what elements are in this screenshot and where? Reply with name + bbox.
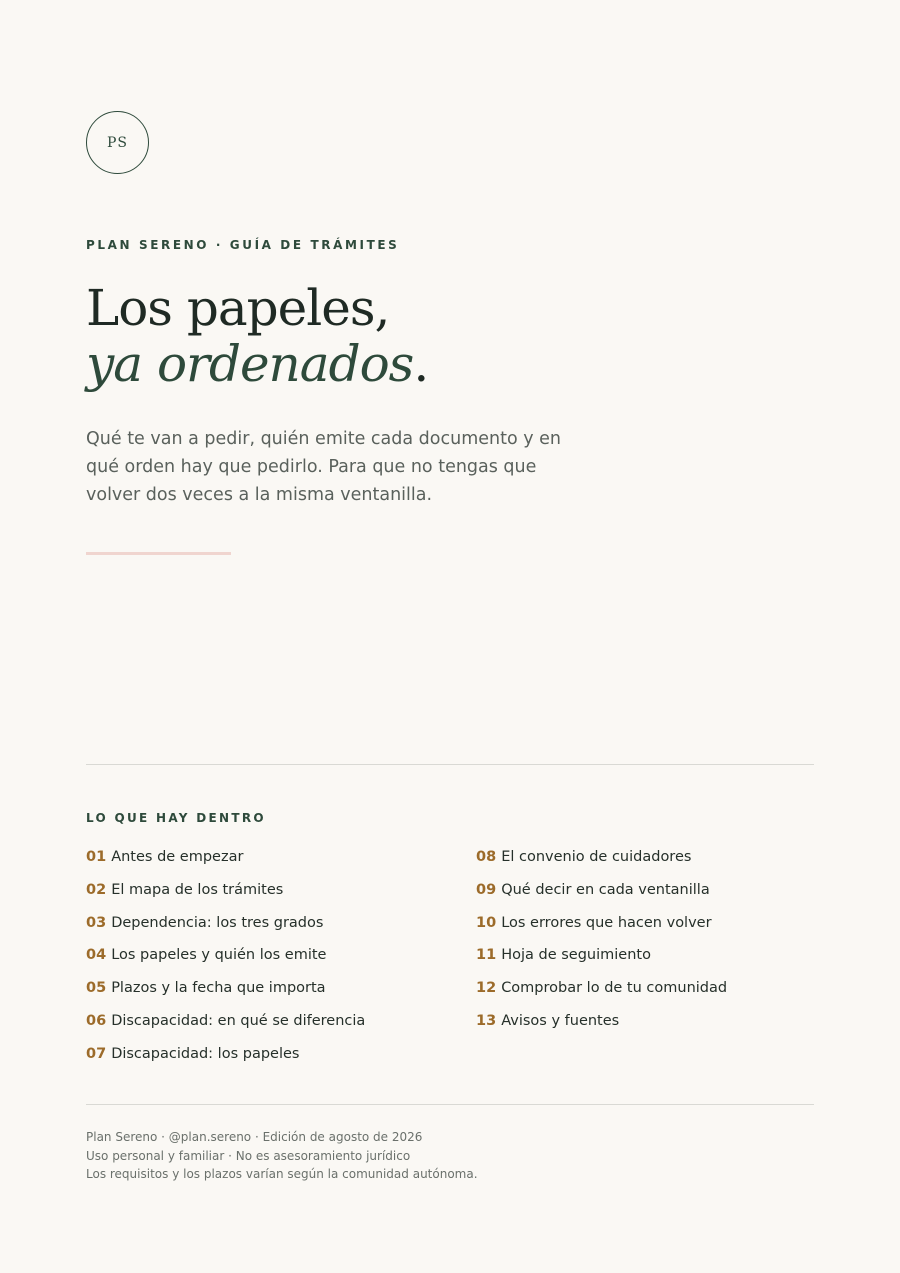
toc-label: Avisos y fuentes (501, 1012, 620, 1029)
toc-item (476, 1010, 727, 1043)
page-title (86, 280, 428, 392)
divider-top (86, 764, 814, 765)
toc-left-column (86, 846, 365, 1076)
toc-label: Comprobar lo de tu comunidad (501, 980, 728, 997)
toc-label: Qué decir en cada ventanilla (501, 881, 710, 898)
toc-label: Dependencia: los tres grados (111, 914, 324, 931)
toc-number: 05 (86, 980, 107, 997)
title-line-2 (86, 336, 428, 392)
toc-item (476, 944, 727, 977)
toc-item (476, 977, 727, 1010)
toc-number: 06 (86, 1012, 107, 1029)
footer-line: Plan Sereno · @plan.sereno · Edición de agosto de 2026 (86, 1130, 423, 1144)
toc-number: 08 (476, 849, 497, 865)
toc-heading: LO QUE HAY DENTRO (86, 811, 266, 825)
title-line-1: Los papeles, (86, 279, 390, 337)
footer-line: Los requisitos y los plazos varían según la comunidad autónoma. (86, 1167, 478, 1181)
toc-number: 04 (86, 947, 107, 964)
toc-label: Hoja de seguimiento (501, 947, 651, 964)
toc-label: Plazos y la fecha que importa (111, 980, 326, 997)
eyebrow: PLAN SERENO · GUÍA DE TRÁMITES (86, 238, 400, 252)
toc-label: Los papeles y quién los emite (111, 947, 327, 964)
toc-number: 12 (476, 980, 497, 997)
footer-line: Uso personal y familiar · No es asesoramiento jurídico (86, 1148, 411, 1163)
accent-divider (86, 552, 231, 555)
toc-right-column (476, 846, 727, 1043)
toc-item (476, 846, 727, 879)
logo-monogram: PS (106, 134, 128, 151)
toc-number: 11 (476, 947, 497, 964)
intro-paragraph: Qué te van a pedir, quién emite cada documento y en qué orden hay que pedirlo. Para que no tengas que volver dos veces a la misma ventanilla. (86, 429, 562, 505)
toc-item (86, 1043, 365, 1076)
toc-number: 02 (86, 881, 107, 898)
toc-item (476, 912, 727, 945)
brand-logo (86, 111, 149, 174)
toc-item (86, 879, 365, 912)
toc-number: 09 (476, 881, 497, 898)
toc-label: El mapa de los trámites (111, 881, 284, 898)
toc-number: 07 (86, 1045, 107, 1062)
toc-number: 01 (86, 849, 107, 865)
toc-label: Los errores que hacen volver (501, 914, 712, 931)
toc-number: 10 (476, 914, 497, 931)
toc-item (86, 846, 365, 879)
toc-label: Discapacidad: los papeles (111, 1045, 300, 1062)
toc-number: 03 (86, 914, 107, 931)
toc-number: 13 (476, 1012, 497, 1029)
title-period: . (413, 335, 429, 393)
title-line-2-text: ya ordenados (86, 335, 414, 393)
divider-bottom (86, 1104, 814, 1105)
toc-item (86, 977, 365, 1010)
toc-label: El convenio de cuidadores (501, 849, 692, 865)
toc-item (476, 879, 727, 912)
toc-label: Discapacidad: en qué se diferencia (111, 1012, 366, 1029)
toc-item (86, 944, 365, 977)
toc-item (86, 912, 365, 945)
toc-label: Antes de empezar (111, 849, 244, 865)
footer (86, 1128, 478, 1184)
toc-item (86, 1010, 365, 1043)
